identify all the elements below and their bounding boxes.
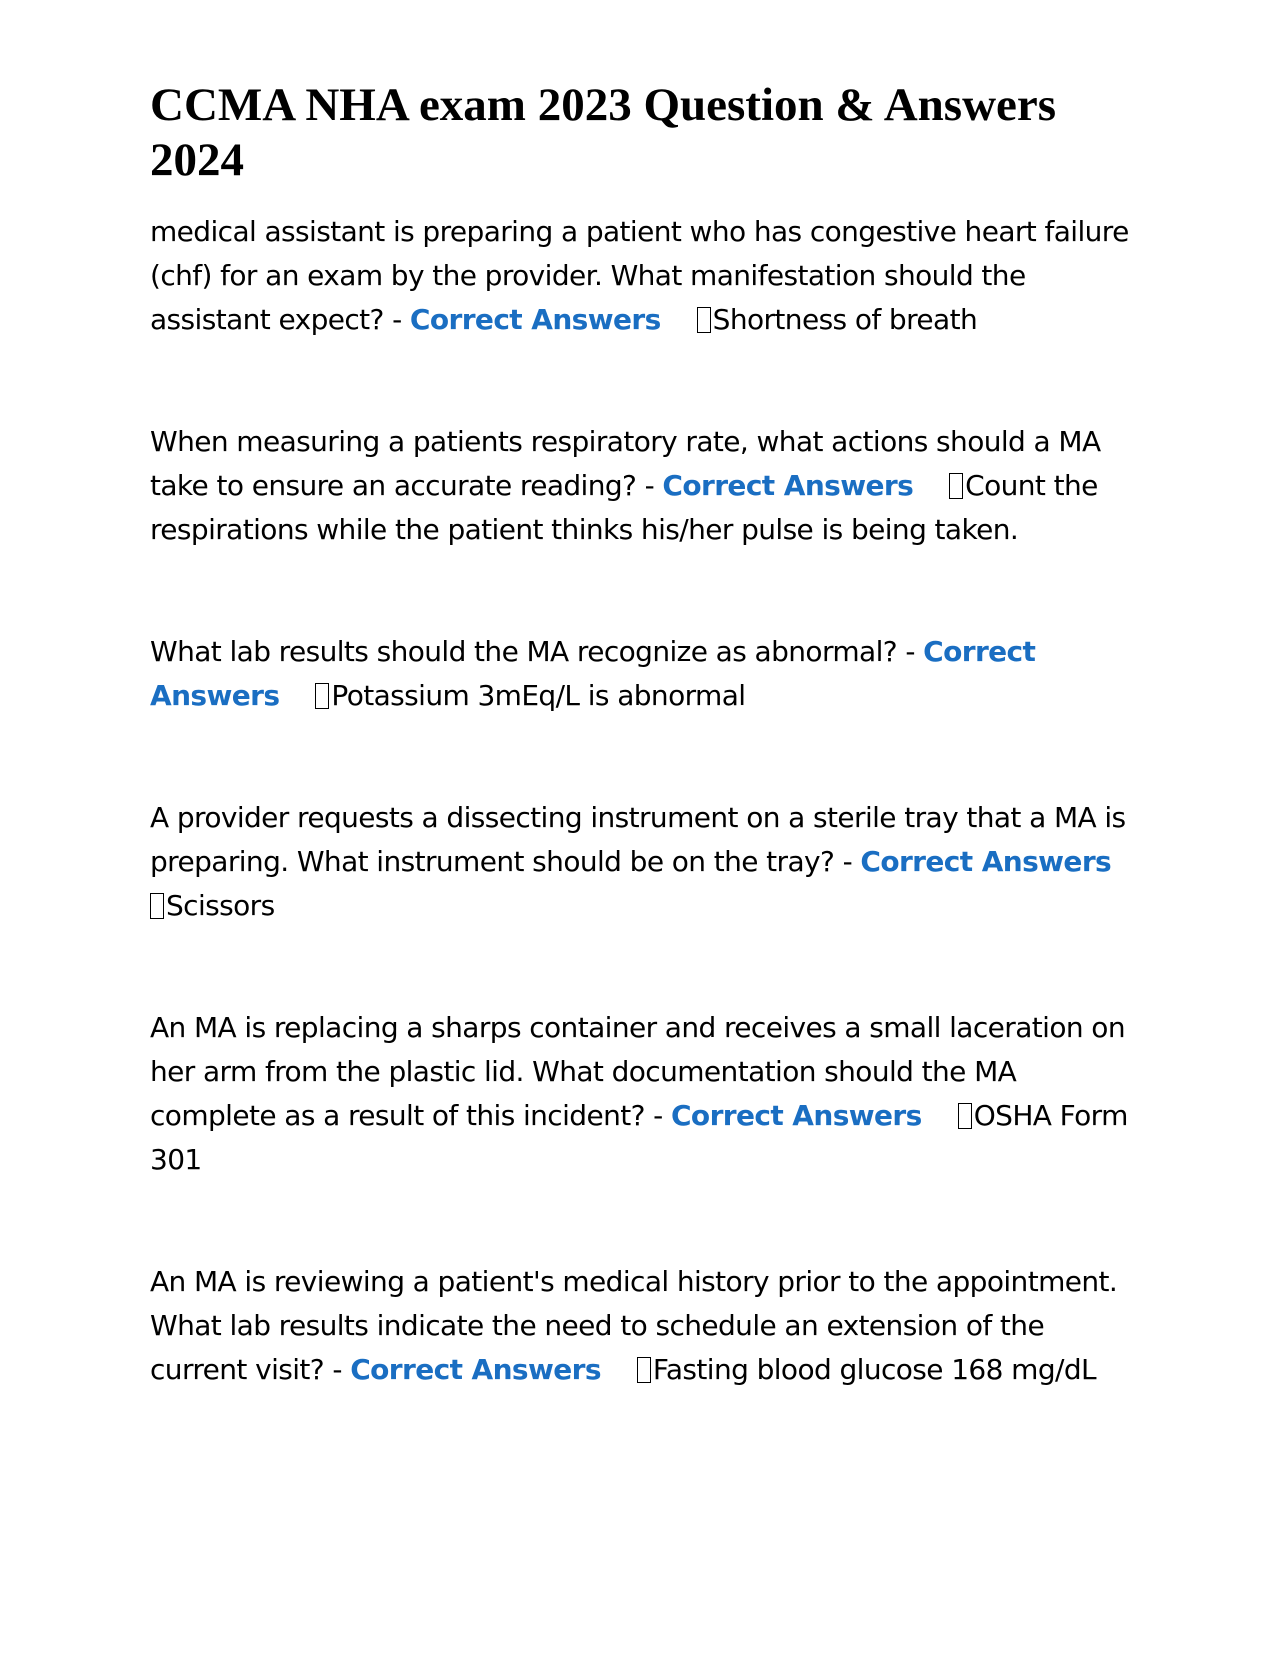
answer-text: Fasting blood glucose 168 mg/dL <box>652 1353 1097 1386</box>
correct-answers-label: Correct Answers <box>662 469 914 502</box>
missing-glyph-icon <box>697 307 711 333</box>
qa-item <box>150 420 1135 552</box>
separator: - <box>834 845 861 878</box>
question-text: An MA is reviewing a patient's medical history prior to the appointment. What lab results indicate the need to schedule an extension of the current visit? <box>150 1265 1118 1386</box>
qa-item <box>150 1260 1135 1392</box>
correct-answers-label: Correct Answers <box>860 845 1112 878</box>
correct-answers-label: Correct Answers <box>670 1099 922 1132</box>
question-text: medical assistant is preparing a patient who has congestive heart failure (chf) for an exam by the provider. What manifestation should the assistant expect? <box>150 215 1129 336</box>
question-text: An MA is replacing a sharps container and receives a small laceration on her arm from the plastic lid. What documentation should the MA complete as a result of this incident? <box>150 1011 1125 1132</box>
page-title: CCMA NHA exam 2023 Question & Answers 2024 <box>150 79 1057 186</box>
missing-glyph-icon <box>150 893 164 919</box>
correct-answers-label: Correct Answers <box>150 635 1036 712</box>
separator: - <box>383 303 410 336</box>
correct-answers-label: Correct Answers <box>409 303 661 336</box>
qa-item <box>150 1006 1135 1182</box>
missing-glyph-icon <box>958 1103 972 1129</box>
question-text: A provider requests a dissecting instrument on a sterile tray that a MA is preparing. What instrument should be on the tray? <box>150 801 1126 878</box>
missing-glyph-icon <box>949 473 963 499</box>
separator: - <box>897 635 924 668</box>
separator: - <box>636 469 663 502</box>
correct-answers-label: Correct Answers <box>350 1353 601 1386</box>
question-text: What lab results should the MA recognize as abnormal? <box>150 635 898 668</box>
separator: - <box>324 1353 351 1386</box>
answer-text: OSHA Form 301 <box>150 1099 1128 1176</box>
answer-text: Potassium 3mEq/L is abnormal <box>331 679 746 712</box>
qa-item <box>150 796 1135 928</box>
document-content <box>150 78 1135 1470</box>
qa-item <box>150 210 1135 342</box>
answer-text: Count the respirations while the patient thinks his/her pulse is being taken. <box>150 469 1098 546</box>
missing-glyph-icon <box>315 683 329 709</box>
missing-glyph-icon <box>637 1357 651 1383</box>
question-text: When measuring a patients respiratory rate, what actions should a MA take to ensure an accurate reading? <box>150 425 1101 502</box>
qa-item <box>150 630 1135 718</box>
separator: - <box>644 1099 671 1132</box>
answer-text: Shortness of breath <box>712 303 978 336</box>
answer-text: Scissors <box>166 889 275 922</box>
